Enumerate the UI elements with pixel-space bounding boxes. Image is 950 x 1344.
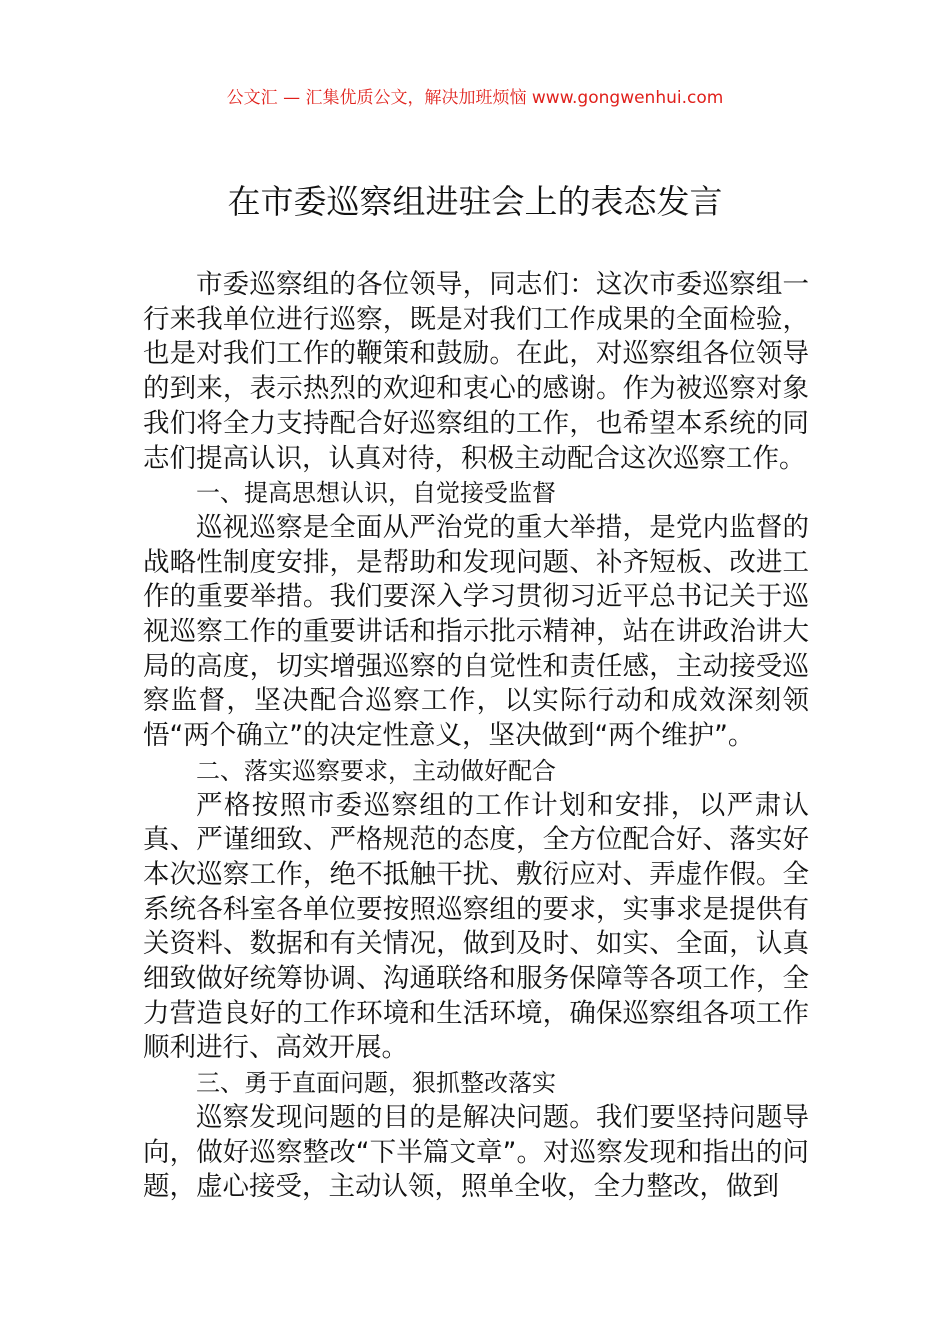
section-paragraph-1: 巡视巡察是全面从严治党的重大举措，是党内监督的战略性制度安排，是帮助和发现问题、补齐短板、改进工作的重要举措。我们要深入学习贯彻习近平总书记关于巡视巡察工作的重要讲话和指示批示精神，站在讲政治讲大局的高度，切实增强巡察的自觉性和责任感，主动接受巡察监督，坚决配合巡察工作，以实际行动和成效深刻领悟“两个确立”的决定性意义，坚决做到“两个维护”。 bbox=[143, 511, 809, 752]
document-title: 在市委巡察组进驻会上的表态发言 bbox=[227, 182, 723, 221]
section-heading-3: 三、勇于直面问题，狠抓整改落实 bbox=[196, 1069, 556, 1098]
section-paragraph-3: 巡察发现问题的目的是解决问题。我们要坚持问题导向，做好巡察整改“下半篇文章”。对巡察发现和指出的问题，虚心接受，主动认领，照单全收，全力整改，做到 bbox=[143, 1101, 809, 1203]
header-banner: 公文汇 — 汇集优质公文，解决加班烦恼 www.gongwenhui.com bbox=[226, 88, 724, 108]
document-body bbox=[143, 268, 809, 1205]
section-heading-1: 一、提高思想认识，自觉接受监督 bbox=[196, 479, 556, 508]
section-paragraph-2: 严格按照市委巡察组的工作计划和安排，以严肃认真、严谨细致、严格规范的态度，全方位配合好、落实好本次巡察工作，绝不抵触干扰、敷衍应对、弄虚作假。全系统各科室各单位要按照巡察组的要求，实事求是提供有关资料、数据和有关情况，做到及时、如实、全面，认真细致做好统筹协调、沟通联络和服务保障等各项工作，全力营造良好的工作环境和生活环境，确保巡察组各项工作顺利进行、高效开展。 bbox=[143, 789, 809, 1064]
section-heading-2: 二、落实巡察要求，主动做好配合 bbox=[196, 756, 556, 785]
intro-paragraph: 市委巡察组的各位领导，同志们：这次市委巡察组一行来我单位进行巡察，既是对我们工作成果的全面检验，也是对我们工作的鞭策和鼓励。在此，对巡察组各位领导的到来，表示热烈的欢迎和衷心的感谢。作为被巡察对象我们将全力支持配合好巡察组的工作，也希望本系统的同志们提高认识，认真对待，积极主动配合这次巡察工作。 bbox=[143, 269, 809, 474]
